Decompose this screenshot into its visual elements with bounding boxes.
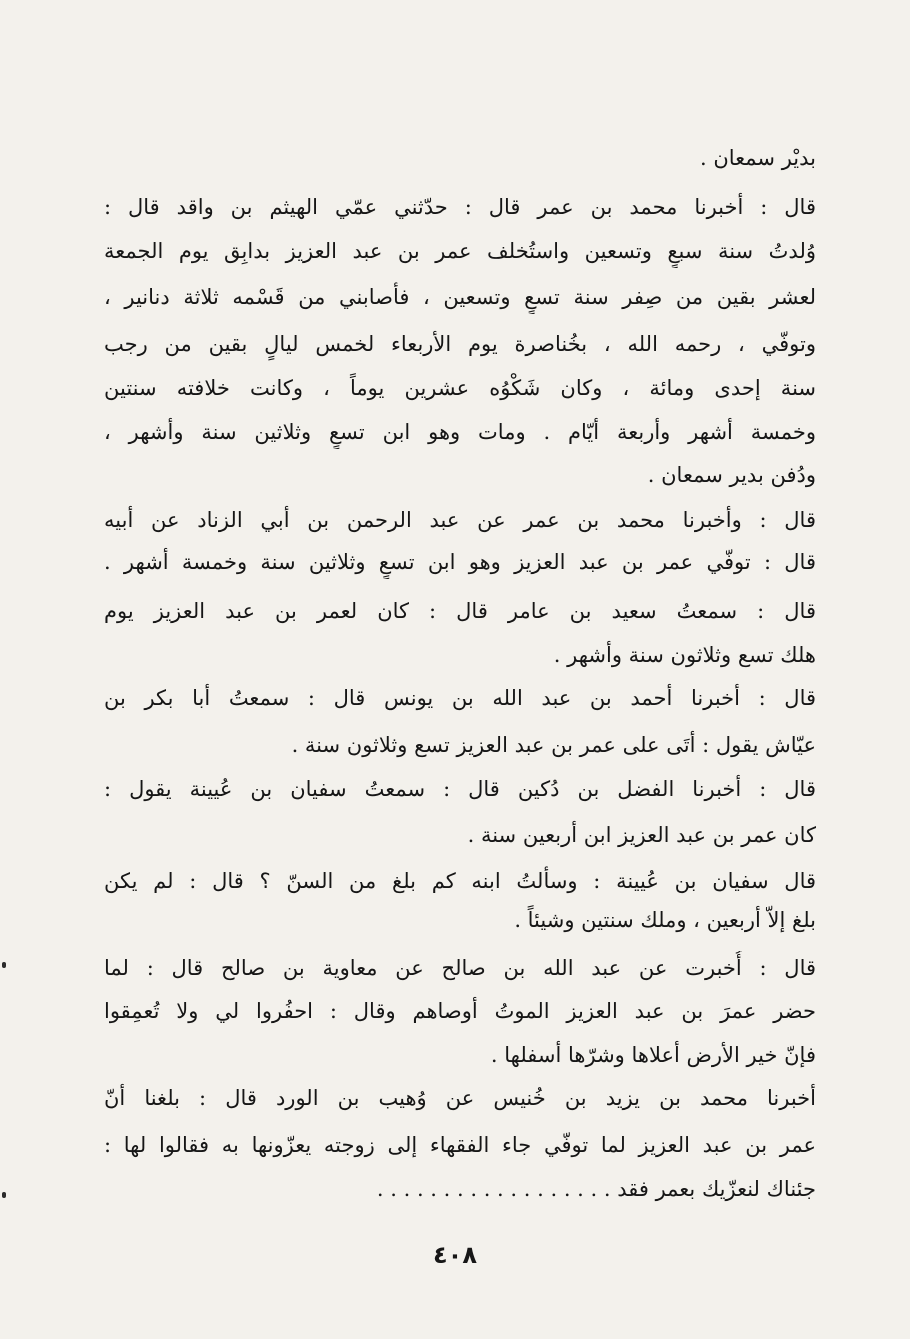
text-line: عمر بن عبد العزيز لما توفّي جاء الفقهاء إلى زوجته يعزّونها به فقالوا لها :	[104, 1133, 816, 1157]
text-line: هلك تسع وثلاثون سنة وأشهر .	[553, 643, 816, 667]
text-line: سنة إحدى ومائة ، وكان شَكْوُه عشرين يوماً ، وكانت خلافته سنتين	[104, 376, 816, 400]
scan-speck	[2, 962, 6, 968]
text-line: بلغ إلاّ أربعين ، وملك سنتين وشيئاً .	[514, 908, 816, 932]
text-line: وتوفّي ، رحمه الله ، بخُناصرة يوم الأربعاء لخمس ليالٍ بقين من رجب	[104, 332, 816, 356]
text-line: قال : أخبرنا أحمد بن عبد الله بن يونس قال : سمعتُ أبا بكر بن	[104, 686, 816, 710]
text-line: حضر عمرَ بن عبد العزيز الموتُ أوصاهم وقال : احفُروا لي ولا تُعمِقوا	[104, 999, 816, 1023]
text-line: عيّاش يقول : أتَى على عمر بن عبد العزيز تسع وثلاثون سنة .	[291, 733, 816, 757]
page-number: ٤٠٨	[433, 1241, 477, 1269]
text-line: قال : سمعتُ سعيد بن عامر قال : كان لعمر بن عبد العزيز يوم	[104, 599, 816, 623]
text-line: ودُفن بدير سمعان .	[647, 463, 816, 487]
text-line: قال سفيان بن عُيينة : وسألتُ ابنه كم بلغ من السنّ ؟ قال : لم يكن	[104, 869, 816, 893]
text-line: قال : أُخبرت عن عبد الله بن صالح عن معاوية بن صالح قال : لما	[104, 956, 816, 980]
text-line: كان عمر بن عبد العزيز ابن أربعين سنة .	[467, 823, 816, 847]
text-line: أخبرنا محمد بن يزيد بن خُنيس عن وُهيب بن الورد قال : بلغنا أنّ	[104, 1086, 816, 1110]
scan-speck	[2, 1192, 6, 1198]
text-line: قال : أخبرنا محمد بن عمر قال : حدّثني عمّي الهيثم بن واقد قال :	[104, 195, 816, 219]
text-line: قال : وأخبرنا محمد بن عمر عن عبد الرحمن بن أبي الزناد عن أبيه	[104, 508, 816, 532]
text-line: بديْر سمعان .	[699, 146, 816, 170]
text-line: لعشر بقين من صِفر سنة تسعٍ وتسعين ، فأصابني من قَسْمه ثلاثة دنانير ،	[104, 285, 816, 309]
text-line: قال : توفّي عمر بن عبد العزيز وهو ابن تسعٍ وثلاثين سنة وخمسة أشهر .	[104, 550, 816, 574]
text-line: فإنّ خير الأرض أعلاها وشرّها أسفلها .	[490, 1043, 816, 1067]
text-line: جئناك لنعزّيك بعمر فقد . . . . . . . . . . . . . . . . . .	[376, 1177, 816, 1201]
text-line: وُلدتُ سنة سبعٍ وتسعين واستُخلف عمر بن عبد العزيز بدابِق يوم الجمعة	[104, 239, 816, 263]
text-line: قال : أخبرنا الفضل بن دُكين قال : سمعتُ سفيان بن عُيينة يقول :	[104, 777, 816, 801]
text-line: وخمسة أشهر وأربعة أيّام . ومات وهو ابن تسعٍ وثلاثين سنة وأشهر ،	[104, 420, 816, 444]
